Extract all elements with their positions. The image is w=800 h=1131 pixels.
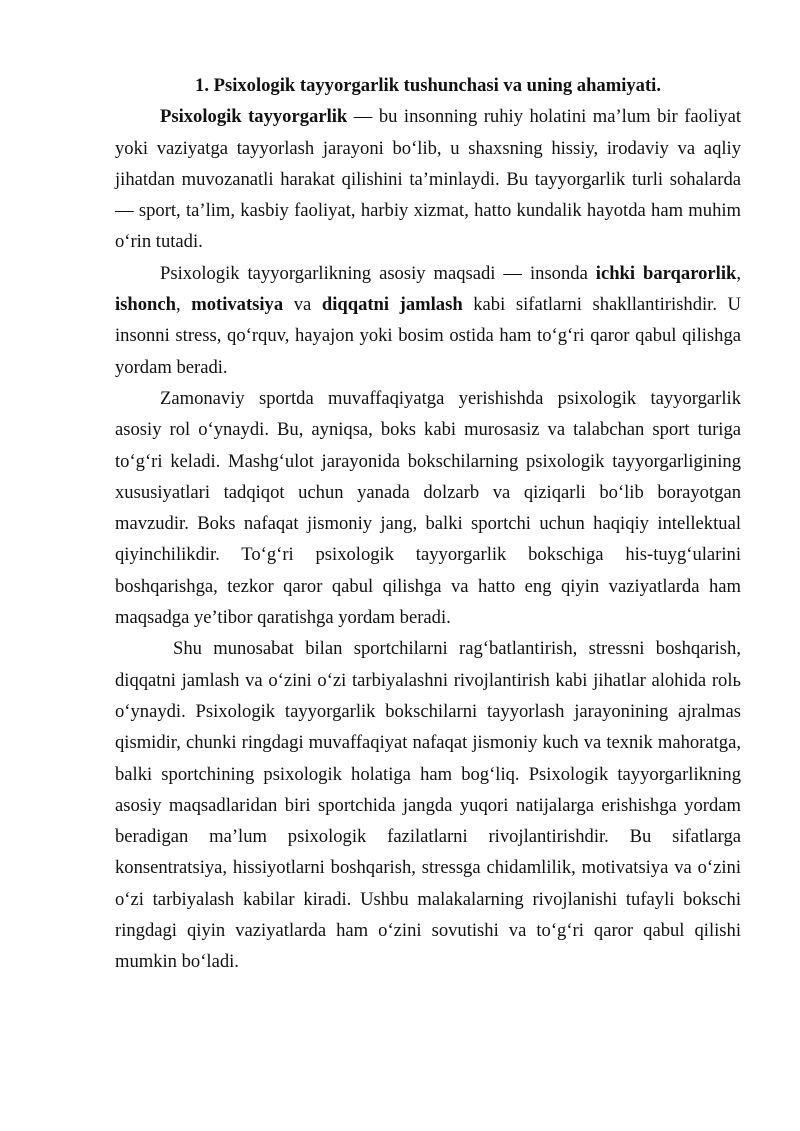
- goal-inner-stability: ichki barqarorlik: [595, 262, 737, 284]
- goals-text-1: Psixologik tayyorgarlikning asosiy maqsadi — insonda: [160, 262, 596, 284]
- goal-focus: diqqatni jamlash: [321, 294, 463, 316]
- section-title: 1. Psixologik tayyorgarlik tushunchasi va uning ahamiyati.: [195, 75, 661, 96]
- goals-sep-3: va: [283, 294, 322, 316]
- paragraph-definition: [115, 101, 741, 257]
- goal-motivation: motivatsiya: [191, 294, 284, 316]
- goals-sep-2: ,: [175, 294, 192, 316]
- document-page: [115, 70, 741, 978]
- term-bold: Psixologik tayyorgarlik: [160, 106, 348, 128]
- goal-confidence: ishonch: [115, 294, 176, 316]
- goals-sep-1: ,: [736, 262, 741, 284]
- goals-text-2: kabi sifatlarni shakllantirishdir. U insonni stress, qo‘rquv, hayajon yoki bosim ostida ham to‘g‘ri qaror qabul qilishga yordam beradi.: [115, 294, 741, 378]
- paragraph-modern-sport: Zamonaviy sportda muvaffaqiyatga yerishishda psixologik tayyorgarlik asosiy rol o‘ynaydi. Bu, ayniqsa, boks kabi murosasiz va talabchan sport turiga to‘g‘ri keladi. Mashg‘ulot jarayonida bokschilarning psixologik tayyorgarligining xususiyatlari tadqiqot uchun yanada dolzarb va qiziqarli bo‘lib borayotgan mavzudir. Boks nafaqat jismoniy jang, balki sportchi uchun haqiqiy intellektual qiyinchilikdir. To‘g‘ri psixologik tayyorgarlik bokschiga his-tuyg‘ularini boshqarishga, tezkor qaror qabul qilishga va hatto eng qiyin vaziyatlarda ham maqsadga ye’tibor qaratishga yordam beradi.: [115, 387, 741, 629]
- definition-text: — bu insonning ruhiy holatini ma’lum bir faoliyat yoki vaziyatga tayyorlash jarayoni bo‘lib, u shaxsning hissiy, irodaviy va aqliy jihatdan muvozanatli harakat qilishini ta’minlaydi. Bu tayyorgarlik turli sohalarda — sport, ta’lim, kasbiy faoliyat, harbiy xizmat, hatto kundalik hayotda ham muhim o‘rin tutadi.: [115, 106, 742, 253]
- paragraph-boxing-preparation: Shu munosabat bilan sportchilarni rag‘batlantirish, stressni boshqarish, diqqatni jamlash va o‘zini o‘zi tarbiyalashni rivojlantirish kabi jihatlar alohida rolь o‘ynaydi. Psixologik tayyorgarlik bokschilarni tayyorlash jarayonining ajralmas qismidir, chunki ringdagi muvaffaqiyat nafaqat jismoniy kuch va texnik mahoratga, balki sportchining psixologik holatiga ham bog‘liq. Psixologik tayyorgarlikning asosiy maqsadlaridan biri sportchida jangda yuqori natijalarga erishishga yordam beradigan ma’lum psixologik fazilatlarni rivojlantirishdir. Bu sifatlarga konsentratsiya, hissiyotlarni boshqarish, stressga chidamlilik, motivatsiya va o‘zini o‘zi tarbiyalash kabilar kiradi. Ushbu malakalarning rivojlanishi tufayli bokschi ringdagi qiyin vaziyatlarda ham o‘zini sovutishi va to‘g‘ri qaror qabul qilishi mumkin bo‘ladi.: [115, 638, 741, 973]
- paragraph-goals: [115, 258, 741, 383]
